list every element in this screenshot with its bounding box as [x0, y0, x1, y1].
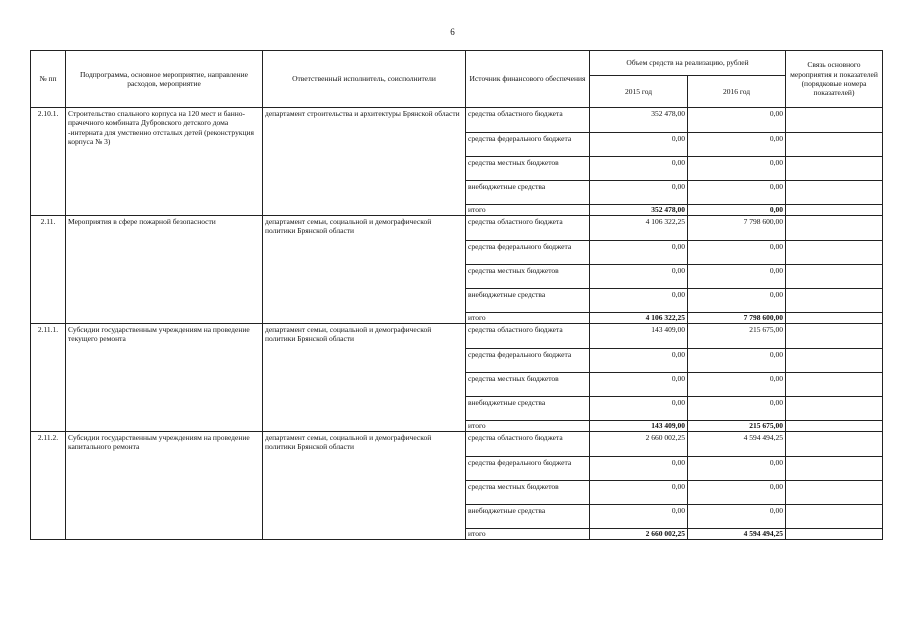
- indicator-link-cell: [786, 108, 883, 133]
- indicator-link-cell: [786, 289, 883, 313]
- header-year-2016: 2016 год: [688, 76, 786, 108]
- funding-source: средства областного бюджета: [466, 108, 590, 133]
- budget-table: [30, 50, 883, 540]
- page-number: 6: [450, 27, 455, 37]
- item-number: 2.10.1.: [31, 108, 66, 216]
- amount-2016: 215 675,00: [688, 421, 786, 432]
- indicator-link-cell: [786, 157, 883, 181]
- amount-2015: 2 660 002,25: [590, 432, 688, 457]
- table-row: [31, 432, 883, 457]
- indicator-link-cell: [786, 529, 883, 540]
- header-executor: Ответственный исполнитель, соисполнители: [263, 51, 466, 108]
- amount-2015: 0,00: [590, 349, 688, 373]
- amount-2016: 7 798 600,00: [688, 216, 786, 241]
- item-number: 2.11.: [31, 216, 66, 324]
- item-executor: департамент семьи, социальной и демографической политики Брянской области: [263, 324, 466, 432]
- amount-2015: 0,00: [590, 181, 688, 205]
- indicator-link-cell: [786, 324, 883, 349]
- funding-source: внебюджетные средства: [466, 181, 590, 205]
- amount-2016: 0,00: [688, 457, 786, 481]
- header-volume: Объем средств на реализацию, рублей: [590, 51, 786, 76]
- amount-2016: 0,00: [688, 397, 786, 421]
- amount-2015: 0,00: [590, 505, 688, 529]
- amount-2015: 0,00: [590, 481, 688, 505]
- item-executor: департамент семьи, социальной и демографической политики Брянской области: [263, 432, 466, 540]
- table-row: [31, 324, 883, 349]
- item-name: Субсидии государственным учреждениям на проведение капитального ремонта: [66, 432, 263, 540]
- table-row: [31, 108, 883, 133]
- item-name: Строительство спального корпуса на 120 мест и банно-прачечного комбината Дубровского детского дома -интерната для умственно отсталых детей (реконструкция корпуса № 3): [66, 108, 263, 216]
- table-header: [31, 51, 883, 108]
- funding-source: итого: [466, 529, 590, 540]
- funding-source: средства местных бюджетов: [466, 157, 590, 181]
- amount-2016: 0,00: [688, 108, 786, 133]
- amount-2016: 215 675,00: [688, 324, 786, 349]
- funding-source: итого: [466, 205, 590, 216]
- item-number: 2.11.2.: [31, 432, 66, 540]
- funding-source: средства федерального бюджета: [466, 457, 590, 481]
- amount-2016: 7 798 600,00: [688, 313, 786, 324]
- amount-2015: 352 478,00: [590, 205, 688, 216]
- table-row: [31, 216, 883, 241]
- indicator-link-cell: [786, 181, 883, 205]
- header-num: № пп: [31, 51, 66, 108]
- indicator-link-cell: [786, 481, 883, 505]
- amount-2015: 0,00: [590, 241, 688, 265]
- amount-2016: 0,00: [688, 481, 786, 505]
- indicator-link-cell: [786, 432, 883, 457]
- amount-2015: 0,00: [590, 457, 688, 481]
- amount-2015: 0,00: [590, 157, 688, 181]
- amount-2016: 0,00: [688, 349, 786, 373]
- amount-2016: 0,00: [688, 289, 786, 313]
- amount-2015: 352 478,00: [590, 108, 688, 133]
- funding-source: внебюджетные средства: [466, 289, 590, 313]
- item-executor: департамент семьи, социальной и демографической политики Брянской области: [263, 216, 466, 324]
- amount-2015: 0,00: [590, 373, 688, 397]
- indicator-link-cell: [786, 216, 883, 241]
- indicator-link-cell: [786, 397, 883, 421]
- funding-source: средства федерального бюджета: [466, 349, 590, 373]
- indicator-link-cell: [786, 349, 883, 373]
- indicator-link-cell: [786, 313, 883, 324]
- amount-2015: 0,00: [590, 397, 688, 421]
- amount-2016: 0,00: [688, 205, 786, 216]
- header-link: Связь основного мероприятия и показателей (порядковые номера показателей): [786, 51, 883, 108]
- amount-2015: 0,00: [590, 133, 688, 157]
- amount-2016: 4 594 494,25: [688, 529, 786, 540]
- indicator-link-cell: [786, 265, 883, 289]
- amount-2016: 0,00: [688, 133, 786, 157]
- item-name: Мероприятия в сфере пожарной безопасности: [66, 216, 263, 324]
- funding-source: средства федерального бюджета: [466, 133, 590, 157]
- indicator-link-cell: [786, 373, 883, 397]
- amount-2016: 0,00: [688, 181, 786, 205]
- amount-2016: 0,00: [688, 373, 786, 397]
- amount-2015: 2 660 002,25: [590, 529, 688, 540]
- amount-2016: 0,00: [688, 157, 786, 181]
- indicator-link-cell: [786, 205, 883, 216]
- table-body: [31, 108, 883, 540]
- item-name: Субсидии государственным учреждениям на проведение текущего ремонта: [66, 324, 263, 432]
- item-number: 2.11.1.: [31, 324, 66, 432]
- indicator-link-cell: [786, 133, 883, 157]
- item-executor: департамент строительства и архитектуры Брянской области: [263, 108, 466, 216]
- amount-2015: 143 409,00: [590, 324, 688, 349]
- header-program: Подпрограмма, основное мероприятие, направление расходов, мероприятие: [66, 51, 263, 108]
- header-source: Источник финансового обеспечения: [466, 51, 590, 108]
- amount-2016: 0,00: [688, 505, 786, 529]
- indicator-link-cell: [786, 505, 883, 529]
- funding-source: итого: [466, 421, 590, 432]
- amount-2016: 0,00: [688, 241, 786, 265]
- funding-source: средства федерального бюджета: [466, 241, 590, 265]
- indicator-link-cell: [786, 241, 883, 265]
- funding-source: средства местных бюджетов: [466, 481, 590, 505]
- funding-source: внебюджетные средства: [466, 397, 590, 421]
- funding-source: средства областного бюджета: [466, 432, 590, 457]
- header-year-2015: 2015 год: [590, 76, 688, 108]
- funding-source: итого: [466, 313, 590, 324]
- amount-2015: 0,00: [590, 265, 688, 289]
- amount-2016: 4 594 494,25: [688, 432, 786, 457]
- funding-source: средства местных бюджетов: [466, 373, 590, 397]
- amount-2015: 4 106 322,25: [590, 216, 688, 241]
- amount-2015: 4 106 322,25: [590, 313, 688, 324]
- indicator-link-cell: [786, 457, 883, 481]
- funding-source: внебюджетные средства: [466, 505, 590, 529]
- amount-2015: 143 409,00: [590, 421, 688, 432]
- funding-source: средства областного бюджета: [466, 324, 590, 349]
- amount-2015: 0,00: [590, 289, 688, 313]
- funding-source: средства областного бюджета: [466, 216, 590, 241]
- amount-2016: 0,00: [688, 265, 786, 289]
- funding-source: средства местных бюджетов: [466, 265, 590, 289]
- indicator-link-cell: [786, 421, 883, 432]
